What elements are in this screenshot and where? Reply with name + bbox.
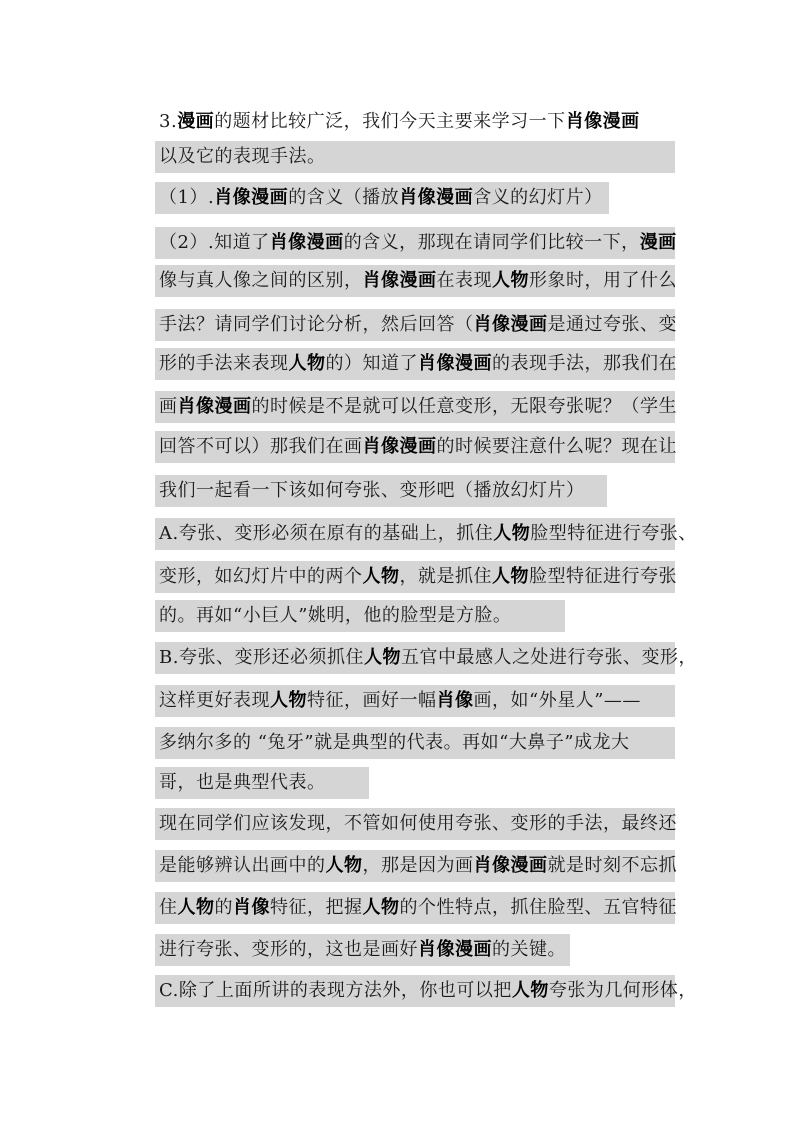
text-segment: 的）知道了	[325, 353, 418, 374]
text-segment: 形的手法来表现	[159, 353, 289, 374]
text-segment: 形象时，用了什么	[529, 270, 677, 291]
bold-term: 肖像漫画	[269, 232, 344, 253]
text-line	[155, 431, 675, 463]
bold-term: 漫画	[639, 232, 677, 253]
bold-term: 人物	[362, 897, 400, 918]
text-line	[155, 391, 675, 423]
bold-term: 人物	[363, 647, 401, 668]
bold-term: 肖像漫画	[362, 436, 437, 457]
text-segment: 变形，如幻灯片中的两个	[159, 566, 363, 587]
text-segment: 特征，画好一幅	[307, 690, 437, 711]
bold-term: 人物	[493, 523, 531, 544]
bold-term: 肖像漫画	[565, 111, 640, 132]
text-segment: 脸型特征进行夸张、	[530, 523, 697, 544]
bold-term: 肖像漫画	[418, 939, 492, 960]
text-line	[155, 265, 675, 297]
bold-term: 肖像漫画	[362, 270, 437, 291]
text-line	[155, 850, 675, 882]
text-segment: 回答不可以）那我们在画	[159, 436, 363, 457]
bold-term: 人物	[177, 897, 215, 918]
text-segment: 脸型特征进行夸张	[529, 566, 677, 587]
bold-term: 人物	[325, 855, 363, 876]
text-segment: 3.	[159, 111, 178, 132]
text-segment: 多纳尔多的 “兔牙”就是典型的代表。再如“大鼻子”成龙大	[159, 732, 630, 753]
text-segment: 的。再如“小巨人”姚明，他的脸型是方脸。	[159, 605, 512, 626]
text-segment: 的时候要注意什么呢？现在让	[436, 436, 677, 457]
text-segment: 像与真人像之间的区别，	[159, 270, 363, 291]
bold-term: 肖像漫画	[399, 187, 474, 208]
text-line	[155, 600, 565, 632]
text-segment: 是通过夸张、变	[547, 314, 677, 335]
bold-term: 人物	[362, 566, 400, 587]
text-segment: 的题材比较广泛，我们今天主要来学习一下	[214, 111, 566, 132]
text-segment: 进行夸张、变形的，这也是画好	[159, 939, 418, 960]
text-segment: 手法？请同学们讨论分析，然后回答（	[159, 314, 474, 335]
bold-term: 肖像	[436, 690, 474, 711]
text-segment: （1）.	[159, 187, 215, 208]
text-line	[155, 518, 697, 550]
text-line	[155, 227, 675, 259]
text-line	[155, 182, 609, 214]
text-segment: 是能够辨认出画中的	[159, 855, 326, 876]
text-segment: 的时候是不是就可以任意变形，无限夸张呢？（学生	[251, 396, 677, 417]
bold-term: 人物	[492, 566, 529, 587]
bold-term: 肖像漫画	[177, 396, 252, 417]
text-segment: 的表现手法，那我们在	[492, 353, 677, 374]
text-line	[155, 106, 645, 138]
bold-term: 漫画	[177, 111, 215, 132]
bold-term: 肖像漫画	[214, 187, 289, 208]
text-line	[155, 767, 369, 799]
bold-term: 肖像漫画	[473, 314, 548, 335]
bold-term: 肖像漫画	[473, 855, 548, 876]
text-line	[155, 808, 675, 840]
text-line	[155, 309, 675, 341]
text-line	[155, 892, 675, 924]
text-line	[155, 642, 697, 674]
bold-term: 人物	[492, 270, 529, 291]
text-segment: B.夸张、变形还必须抓住	[159, 647, 364, 668]
text-line	[155, 141, 675, 173]
text-segment: 在表现	[436, 270, 492, 291]
text-segment: 的含义（播放	[288, 187, 400, 208]
text-line	[155, 975, 697, 1007]
text-segment: 的	[214, 897, 233, 918]
text-segment: 哥，也是典型代表。	[159, 772, 326, 793]
text-segment: 这样更好表现	[159, 690, 270, 711]
text-segment: A.夸张、变形必须在原有的基础上，抓住	[159, 523, 494, 544]
bold-term: 肖像漫画	[418, 353, 492, 374]
text-segment: 的含义，那现在请同学们比较一下，	[343, 232, 640, 253]
text-segment: 我们一起看一下该如何夸张、变形吧（播放幻灯片）	[159, 480, 585, 501]
text-segment: 特征，把握	[270, 897, 363, 918]
text-line	[155, 475, 607, 507]
text-line	[155, 934, 570, 966]
text-segment: ，就是抓住	[399, 566, 492, 587]
bold-term: 人物	[511, 980, 549, 1001]
text-segment: ，那是因为画	[362, 855, 474, 876]
text-line	[155, 348, 675, 380]
bold-term: 肖像	[233, 897, 270, 918]
bold-term: 人物	[270, 690, 307, 711]
text-segment: 就是时刻不忘抓	[547, 855, 677, 876]
text-segment: 夸张为几何形体，	[548, 980, 697, 1001]
text-segment: C.除了上面所讲的表现方法外，你也可以把	[159, 980, 512, 1001]
text-segment: 的关键。	[492, 939, 566, 960]
text-line	[155, 727, 675, 759]
text-segment: （2）.知道了	[159, 232, 270, 253]
text-segment: 画，如“外星人”——	[473, 690, 641, 711]
text-segment: 画	[159, 396, 178, 417]
text-segment: 的个性特点，抓住脸型、五官特征	[399, 897, 677, 918]
text-segment: 以及它的表现手法。	[159, 146, 326, 167]
text-segment: 住	[159, 897, 178, 918]
text-segment: 五官中最感人之处进行夸张、变形，	[400, 647, 697, 668]
text-segment: 含义的幻灯片）	[473, 187, 603, 208]
text-line	[155, 561, 675, 593]
text-line	[155, 685, 675, 717]
bold-term: 人物	[288, 353, 326, 374]
text-segment: 现在同学们应该发现，不管如何使用夸张、变形的手法，最终还	[159, 813, 677, 834]
